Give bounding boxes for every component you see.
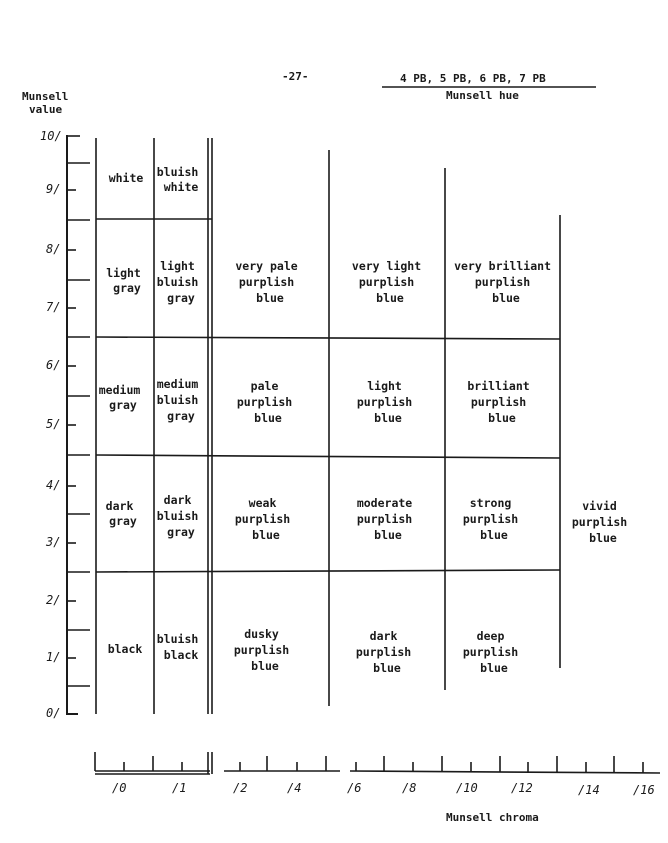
grid-lines: [96, 138, 560, 714]
value-tick-label: 3/: [46, 535, 61, 549]
chroma-tick-label: /0: [112, 781, 127, 795]
cell-vivid-purplish-blue: vivid purplish blue: [571, 499, 628, 545]
value-tick-label: 2/: [46, 593, 61, 607]
value-tick-label: 7/: [46, 300, 61, 314]
cell-light-gray: light gray: [106, 266, 141, 295]
cell-weak-purplish-blue: weak purplish blue: [234, 496, 291, 542]
chroma-tick-label: /12: [511, 781, 533, 795]
chroma-tick-label: /1: [172, 781, 187, 795]
value-label-line2: value: [29, 103, 63, 116]
cell-bluish-white: bluish white: [156, 165, 199, 194]
chroma-tick-label: /4: [287, 781, 302, 795]
cell-moderate-purplish-blue: moderate purplish blue: [356, 496, 413, 542]
hue-label: Munsell hue: [446, 89, 519, 102]
chroma-label: Munsell chroma: [446, 811, 539, 824]
value-tick-label: 6/: [46, 358, 61, 372]
cell-dark-bluish-gray: dark bluish gray: [156, 493, 199, 539]
cell-very-brilliant-purplish-blue: very brilliant purplish blue: [454, 259, 551, 305]
value-label-line1: Munsell: [22, 90, 69, 103]
chroma-tick-label: /14: [578, 783, 600, 797]
value-tick-label: 1/: [46, 650, 61, 664]
value-tick-label: 0/: [46, 706, 61, 720]
chroma-axis: [95, 752, 660, 774]
page-number: -27-: [282, 70, 309, 83]
value-tick-label: 4/: [46, 478, 61, 492]
hue-list: 4 PB, 5 PB, 6 PB, 7 PB: [400, 72, 546, 85]
chroma-tick-label: /6: [347, 781, 362, 795]
cell-pale-purplish-blue: pale purplish blue: [236, 379, 293, 425]
cell-medium-bluish-gray: medium bluish gray: [156, 377, 199, 423]
grid-horizontal-line: [96, 337, 560, 339]
value-tick-labels: [40, 129, 62, 720]
cell-deep-purplish-blue: deep purplish blue: [462, 629, 519, 675]
value-tick-label: 10/: [40, 129, 62, 143]
chroma-tick-label: /2: [233, 781, 248, 795]
chroma-tick-label: /8: [402, 781, 417, 795]
grid-horizontal-line: [96, 570, 560, 572]
chroma-tick-labels: [112, 781, 655, 797]
grid-horizontal-line: [96, 455, 560, 458]
cell-dark-gray: dark gray: [105, 499, 137, 528]
value-axis: [67, 135, 90, 715]
cell-very-light-purplish-blue: very light purplish blue: [351, 259, 422, 305]
cell-dark-purplish-blue: dark purplish blue: [355, 629, 412, 675]
cell-medium-gray: medium gray: [98, 383, 141, 412]
cell-very-pale-purplish-blue: very pale purplish blue: [235, 259, 298, 305]
cell-brilliant-purplish-blue: brilliant purplish blue: [467, 379, 530, 425]
cell-bluish-black: bluish black: [156, 632, 199, 662]
color-cells: [99, 165, 634, 675]
chroma-tick-label: /10: [456, 781, 478, 795]
value-tick-label: 9/: [46, 182, 61, 196]
cell-strong-purplish-blue: strong purplish blue: [462, 496, 519, 542]
chroma-tick-label: /16: [633, 783, 655, 797]
cell-light-bluish-gray: light bluish gray: [156, 259, 199, 305]
cell-dusky-purplish-blue: dusky purplish blue: [233, 627, 290, 673]
cell-black: black: [107, 642, 143, 656]
value-tick-label: 5/: [46, 417, 61, 431]
cell-white: white: [108, 171, 144, 185]
value-tick-label: 8/: [46, 242, 61, 256]
cell-light-purplish-blue: light purplish blue: [356, 379, 413, 425]
